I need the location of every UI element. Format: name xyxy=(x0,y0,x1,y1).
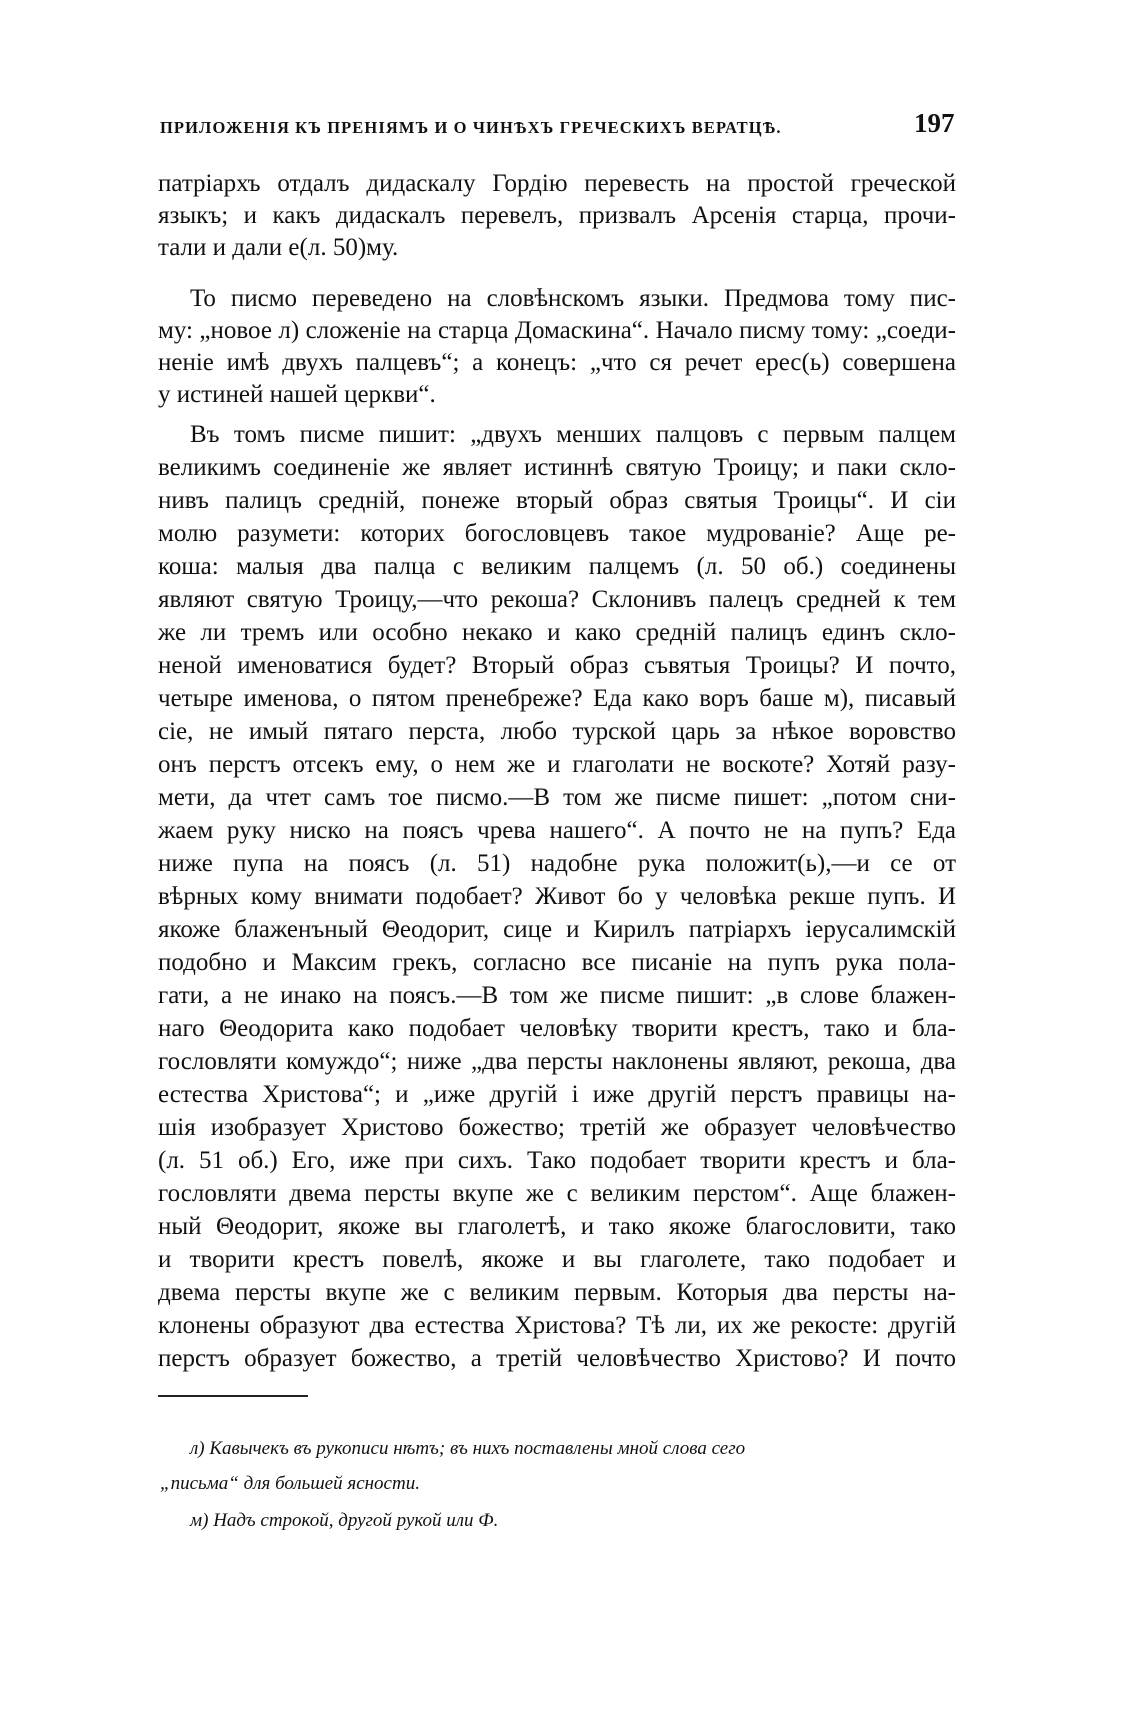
text-line: языкъ; и какъ дидаскалъ перевелъ, призвалъ Арсенія старца, прочи- xyxy=(158,202,956,229)
text-line: (л. 51 об.) Его, иже при сихъ. Тако подобает творити крестъ и бла- xyxy=(158,1147,956,1174)
text-line: гословляти двема персты вкупе же с великим перстом“. Аще блажен- xyxy=(158,1180,956,1207)
text-line: подобно и Максим грекъ, согласно все писаніе на пупъ рука пола- xyxy=(158,949,956,976)
text-line: естества Христова“; и „иже другій і иже другій перстъ правицы на- xyxy=(158,1081,956,1108)
text-line: шія изобразует Христово божество; третій же образует человѣчество xyxy=(158,1114,956,1141)
running-header: ПРИЛОЖЕНІЯ КЪ ПРЕНІЯМЪ И О ЧИНѢХЪ ГРЕЧЕСКИХЪ ВЕРАТЦѢ. xyxy=(160,118,782,137)
text-line: перстъ образует божество, а третій человѣчество Христово? И почто xyxy=(158,1345,956,1372)
text-line: якоже блаженъный Θеодорит, сице и Кирилъ патріархъ іерусалимскій xyxy=(158,916,956,943)
text-line: жаем руку ниско на поясъ чрева нашего“. А почто не на пупъ? Еда xyxy=(158,817,956,844)
text-line: двема персты вкупе же с великим первым. Которыя два персты на- xyxy=(158,1279,956,1306)
footnote-separator xyxy=(158,1395,308,1397)
text-line: тали и дали е(л. 50)му. xyxy=(158,234,399,261)
text-line: му: „новое л) сложеніе на старца Домаскина“. Начало писму тому: „соеди- xyxy=(158,317,956,344)
text-line: у истиней нашей церкви“. xyxy=(158,381,436,408)
text-line: онъ перстъ отсекъ ему, о нем же и глаголати не воскоте? Хотяй разу- xyxy=(158,751,956,778)
text-line: То писмо переведено на словѣнскомъ языки. Предмова тому пис- xyxy=(190,285,956,312)
text-line: являют святую Троицу,—что рекоша? Склонивъ палецъ средней к тем xyxy=(158,586,956,613)
text-line: нивъ палицъ средній, понеже вторый образ святыя Троицы“. И сіи xyxy=(158,487,956,514)
text-line: же ли тремъ или особно некако и како средній палицъ единъ склo- xyxy=(158,619,956,646)
text-line: и творити крестъ повелѣ, якоже и вы глаголете, тако подобает и xyxy=(158,1246,956,1273)
text-line: вѣрных кому внимати подобает? Живот бо у человѣка рекше пупъ. И xyxy=(158,883,956,910)
text-line: коша: малыя два палца с великим палцемъ (л. 50 об.) соединены xyxy=(158,553,956,580)
text-line: клонены образуют два естества Христова? Тѣ ли, их же рекосте: другій xyxy=(158,1312,956,1339)
footnote: м) Надъ строкой, другой рукой или Ф. xyxy=(190,1510,499,1531)
text-line: четыре именова, о пятом пренебреже? Еда како воръ баше м), писавый xyxy=(158,685,956,712)
text-line: наго Θеодорита како подобает человѣку творити крестъ, тако и бла- xyxy=(158,1015,956,1042)
text-line: ный Θеодорит, якоже вы глаголетѣ, и тако якоже благословити, тако xyxy=(158,1213,956,1240)
text-line: ниже пупа на поясъ (л. 51) надобне рука положит(ь),—и се от xyxy=(158,850,956,877)
footnote: л) Кавычекъ въ рукописи нѣтъ; въ нихъ поставлены мной слова сего xyxy=(190,1438,746,1459)
text-line: сіе, не имый пятаго перста, любо турской царь за нѣкое воровство xyxy=(158,718,956,745)
text-line: великимъ соединеніе же являет истиннѣ святую Троицу; и паки склo- xyxy=(158,454,956,481)
text-line: неной именоватися будет? Вторый образ съвятыя Троицы? И почто, xyxy=(158,652,956,679)
text-line: патріархъ отдалъ дидаскалу Гордію перевесть на простой греческой xyxy=(158,170,956,197)
text-line: Въ томъ писме пишит: „двухъ менших палцовъ с первым палцем xyxy=(190,421,956,448)
text-line: гати, а не инако на поясъ.—В том же писме пишит: „в слове блажен- xyxy=(158,982,956,1009)
page-number: 197 xyxy=(914,108,955,138)
text-line: молю разумети: которих богословцевъ такое мудрованіе? Аще ре- xyxy=(158,520,956,547)
text-line: неніе имѣ двухъ палцевъ“; а конецъ: „что ся речет ерес(ь) совершена xyxy=(158,349,956,376)
text-line: гословляти комуждо“; ниже „два персты наклонены являют, рекоша, два xyxy=(158,1048,956,1075)
footnote: „письма“ для большей ясности. xyxy=(160,1473,420,1494)
text-line: мети, да чтет самъ тое писмо.—В том же писме пишет: „потом сни- xyxy=(158,784,956,811)
